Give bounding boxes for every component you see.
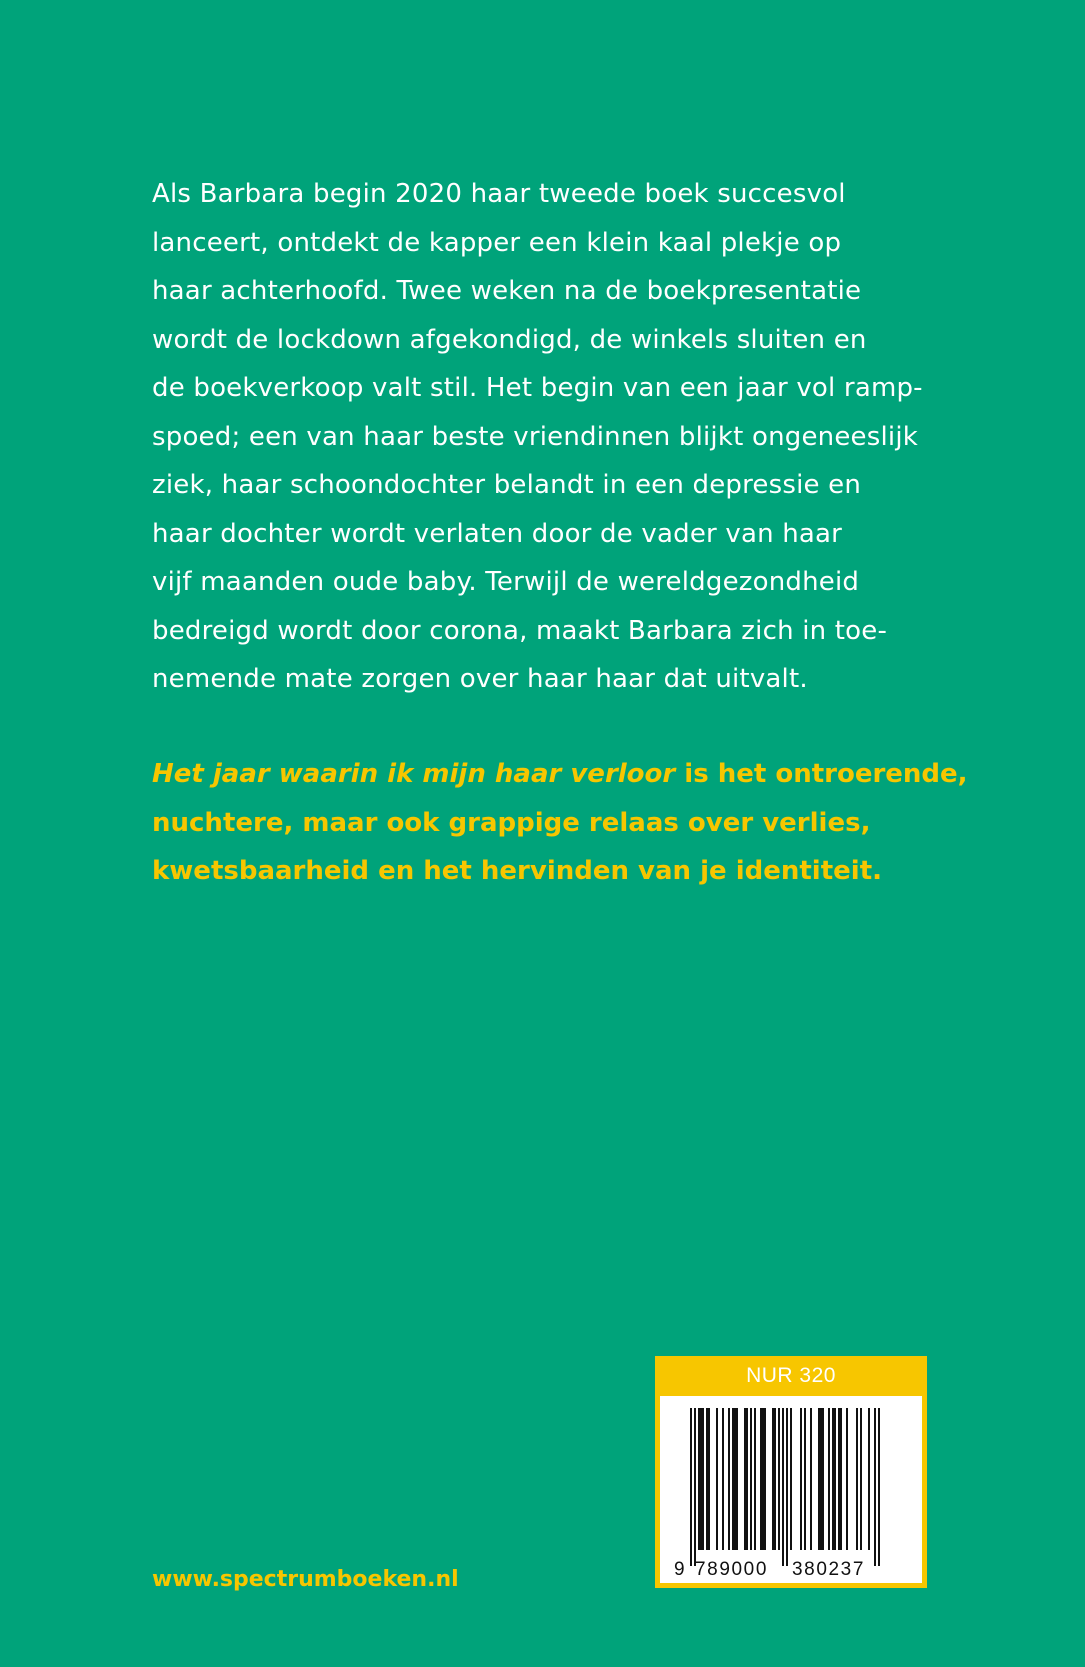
barcode-bar [800, 1408, 802, 1550]
tagline [152, 750, 972, 896]
blurb-line: spoed; een van haar beste vriendinnen blijkt ongeneeslijk [152, 421, 918, 452]
barcode-bar [744, 1408, 746, 1550]
barcode-bar [706, 1408, 708, 1550]
tagline-line-1 [152, 750, 972, 799]
barcode-bar [728, 1408, 730, 1550]
tagline-line-3: kwetsbaarheid en het hervinden van je identiteit. [152, 856, 882, 886]
barcode-bar [764, 1408, 766, 1550]
blurb-line: lanceert, ontdekt de kapper een klein kaal plekje op [152, 227, 842, 258]
blurb-line: haar achterhoofd. Twee weken na de boekpresentatie [152, 276, 862, 306]
barcode-bar [746, 1408, 748, 1550]
blurb-line: ziek, haar schoondochter belandt in een depressie en [152, 470, 862, 500]
barcode-bar [750, 1408, 752, 1550]
barcode-bar [754, 1408, 756, 1550]
blurb-line: haar dochter wordt verlaten door de vader van haar [152, 518, 843, 549]
barcode-bar [708, 1408, 710, 1550]
blurb-line: bedreigd wordt door corona, maakt Barbara zich in toe- [152, 615, 888, 646]
barcode-bar [722, 1408, 724, 1550]
barcode-bar [734, 1408, 736, 1550]
barcode-bar [702, 1408, 704, 1550]
blurb-text [152, 170, 952, 704]
barcode-bar [804, 1408, 806, 1550]
blurb-line: de boekverkoop valt stil. Het begin van een jaar vol ramp- [152, 373, 923, 403]
blurb-line: vijf maanden oude baby. Terwijl de wereldgezondheid [152, 567, 860, 597]
barcode-guard-bar [782, 1408, 784, 1566]
barcode-guard-bar [786, 1408, 788, 1566]
isbn-first-digit: 9 [674, 1559, 685, 1580]
barcode-area [660, 1396, 922, 1583]
barcode-bar [838, 1408, 840, 1550]
isbn-right-digits: 380237 [792, 1559, 866, 1580]
barcode-bar [698, 1408, 700, 1550]
tagline-line-1-rest: is het ontroerende, [675, 759, 968, 789]
barcode-bar [868, 1408, 870, 1550]
book-title: Het jaar waarin ik mijn haar verloor [152, 759, 676, 789]
barcode-bar [818, 1408, 820, 1550]
barcode-bar [762, 1408, 764, 1550]
blurb-line: wordt de lockdown afgekondigd, de winkels sluiten en [152, 324, 867, 355]
barcode-bar [778, 1408, 780, 1550]
barcode-bar [832, 1408, 834, 1550]
nur-code: NUR 320 [746, 1364, 836, 1387]
barcode-bar [860, 1408, 862, 1550]
barcode-bar [846, 1408, 848, 1550]
isbn-left-digits: 789000 [695, 1559, 769, 1580]
barcode-bars [690, 1408, 880, 1566]
barcode-bar [760, 1408, 762, 1550]
barcode-bar [716, 1408, 718, 1550]
barcode-guard-bar [694, 1408, 696, 1566]
barcode-bar [772, 1408, 774, 1550]
barcode-bar [834, 1408, 836, 1550]
isbn-barcode [660, 1396, 922, 1583]
blurb-line: Als Barbara begin 2020 haar tweede boek succesvol [152, 179, 846, 209]
tagline-line-2: nuchtere, maar ook grappige relaas over verlies, [152, 807, 871, 838]
barcode-bar [790, 1408, 792, 1550]
barcode-bar [840, 1408, 842, 1550]
barcode-bar [810, 1408, 812, 1550]
barcode-bar [774, 1408, 776, 1550]
barcode-guard-bar [878, 1408, 880, 1566]
publisher-website: www.spectrumboeken.nl [152, 1567, 459, 1592]
barcode-bar [736, 1408, 738, 1550]
barcode-bar [856, 1408, 858, 1550]
barcode-guard-bar [690, 1408, 692, 1566]
barcode-bar [828, 1408, 830, 1550]
barcode-bar [822, 1408, 824, 1550]
blurb-line: nemende mate zorgen over haar haar dat uitvalt. [152, 664, 808, 694]
barcode-guard-bar [874, 1408, 876, 1566]
barcode-bar [820, 1408, 822, 1550]
barcode-panel [655, 1356, 927, 1588]
barcode-bar [700, 1408, 702, 1550]
barcode-bar [732, 1408, 734, 1550]
